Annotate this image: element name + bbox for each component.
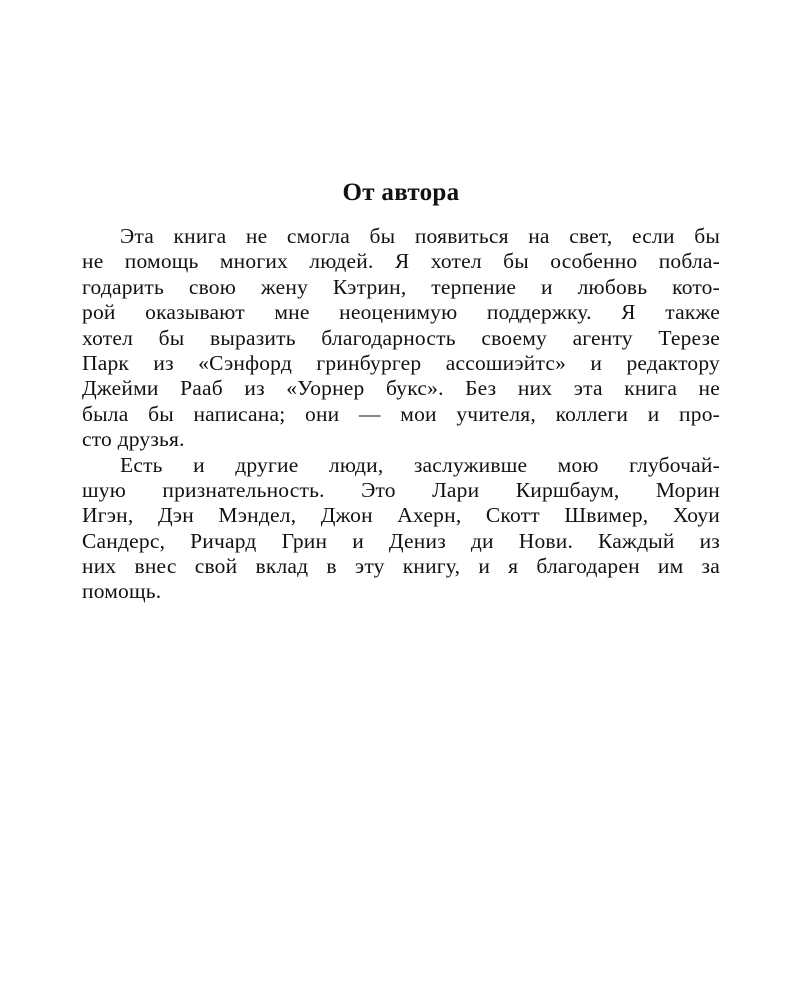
text-line: сто друзья. (82, 427, 185, 452)
text-line: помощь. (82, 579, 162, 604)
text-line: рой оказывают мне неоценимую поддержку. Я также (82, 300, 720, 325)
page-title: От автора (342, 179, 460, 206)
page-content (82, 176, 720, 605)
text-line: них внес свой вклад в эту книгу, и я благодарен им за (82, 554, 720, 579)
text-line: Джейми Рааб из «Уорнер букс». Без них эта книга не (82, 376, 720, 401)
text-line: Парк из «Сэнфорд гринбургер ассошиэйтс» и редактору (82, 350, 720, 375)
text-line: Сандерс, Ричард Грин и Дениз ди Нови. Каждый из (82, 528, 720, 553)
text-line: Есть и другие люди, заслуживше мою глубочай- (120, 452, 720, 477)
text-line: хотел бы выразить благодарность своему агенту Терезе (82, 325, 720, 350)
text-line: Эта книга не смогла бы появиться на свет, если бы (120, 224, 720, 248)
paragraph-2 (82, 453, 720, 605)
text-line: не помощь многих людей. Я хотел бы особенно побла- (82, 249, 720, 274)
paragraph-1 (82, 224, 720, 453)
text-line: шую признательность. Это Лари Киршбаум, Морин (82, 477, 720, 502)
text-line: была бы написана; они — мои учителя, коллеги и про- (82, 401, 720, 426)
text-line: Игэн, Дэн Мэндел, Джон Ахерн, Скотт Швимер, Хоуи (82, 503, 720, 528)
text-line: годарить свою жену Кэтрин, терпение и любовь кото- (82, 274, 720, 299)
